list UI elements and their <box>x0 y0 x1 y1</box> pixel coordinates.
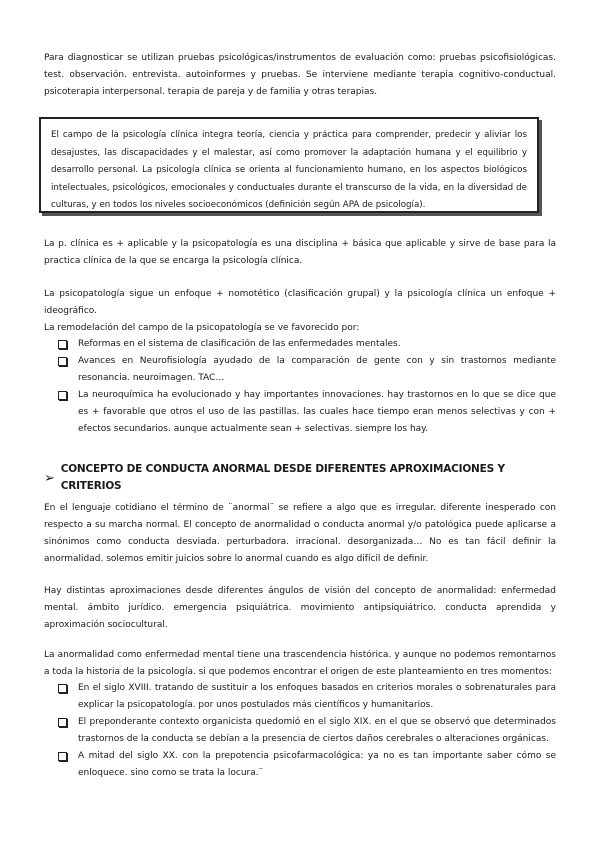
list-item: Reformas en el sistema de clasificación de las enfermedades mentales. <box>44 336 556 353</box>
checkbox-bullet-icon <box>58 357 67 366</box>
intro-paragraph: Para diagnosticar se utilizan pruebas psicológicas/instrumentos de evaluación como: pruebas psicofisiológicas. test. observación. entrevista. autoinformes y pruebas. Se interviene mediante terapia cognitivo-conductual. psicoterapia interpersonal. terapia de pareja y de familia y otras terapias. <box>44 53 556 97</box>
section-heading-text: CONCEPTO DE CONDUCTA ANORMAL DESDE DIFERENTES APROXIMACIONES Y CRITERIOS <box>60 463 505 492</box>
list-item: La neuroquímica ha evolucionado y hay importantes innovaciones. hay trastornos en lo que se dice que es + favorable que otros el uso de las pastillas. las cuales hace tiempo eran menos selectivas y con + efectos secundarios. aunque actualmente sean + selectivas. siempre los hay. <box>44 387 556 438</box>
paragraph-nomothetic: La psicopatología sigue un enfoque + nomotético (clasificación grupal) y la psicología clínica un enfoque + ideográfico. <box>44 289 556 316</box>
paragraph-remodeling: La remodelación del campo de la psicopatología se ve favorecido por: <box>44 323 360 333</box>
paragraph-mental-illness-history: La anormalidad como enfermedad mental tiene una trascendencia histórica. y aunque no podemos remontarnos a toda la historia de la psicología. si que podemos encontrar el origen de este planteamiento en tres momentos: <box>44 650 556 677</box>
list-item: Avances en Neurofisiología ayudado de la comparación de gente con y sin trastornos mediante resonancia. neuroimagen. TAC… <box>44 353 556 387</box>
checkbox-bullet-icon <box>58 391 67 400</box>
definition-text: El campo de la psicología clínica integra teoría, ciencia y práctica para comprender, predecir y aliviar los desajustes, las discapacidades y el malestar, así como promover la adaptación humana y el equilibrio y desarrollo personal. La psicología clínica se orienta al funcionamiento humano, en los aspectos biológicos intelectuales, psicológicos, emocionales y conductuales durante el transcurso de la vida, en la diversidad de culturas, y en todos los niveles socioeconómicos (definición según APA de psicología). <box>51 130 527 210</box>
checkbox-bullet-icon <box>58 340 67 349</box>
paragraph-abnormal-definition: En el lenguaje cotidiano el término de ¨anormal¨ se refiere a algo que es irregular. diferente inesperado con respecto a su marcha normal. El concepto de anormalidad o conducta anormal y/o patológica puede aplicarse a sinónimos como conducta desviada. perturbadora. irracional. desorganizada… No es tan fácil definir la anormalidad. solemos emitir juicios sobre lo anormal cuando es algo difícil de definir. <box>44 503 556 564</box>
checkbox-bullet-icon <box>58 718 67 727</box>
checkbox-bullet-icon <box>58 752 67 761</box>
checkbox-bullet-icon <box>58 684 67 693</box>
arrow-bullet-icon: ➢ <box>44 470 55 486</box>
bullet-list-remodeling <box>44 336 556 438</box>
definition-box <box>39 117 539 213</box>
bullet-list-history <box>44 680 556 782</box>
section-heading <box>44 461 556 495</box>
paragraph-clinical-vs-psychopathology: La p. clínica es + aplicable y la psicopatología es una disciplina + básica que aplicable y sirve de base para la practica clínica de la que se encarga la psicología clínica. <box>44 239 556 266</box>
list-item: En el siglo XVIII. tratando de sustituir a los enfoques basados en criterios morales o sobrenaturales para explicar la psicopatología. por unos postulados más científicos y humanitarios. <box>44 680 556 714</box>
list-item: El preponderante contexto organicista quedomió en el siglo XIX. en el que se observó que determinados trastornos de la conducta se debían a la presencia de ciertos daños cerebrales o alteraciones orgánicas. <box>44 714 556 748</box>
paragraph-approaches: Hay distintas aproximaciones desde diferentes ángulos de visión del concepto de anormalidad: enfermedad mental. ámbito jurídico. emergencia psiquiátrica. movimiento antipsiquiátrico. conducta aprendida y aproximación sociocultural. <box>44 586 556 630</box>
list-item: A mitad del siglo XX. con la prepotencia psicofarmacológica: ya no es tan importante saber cómo se enloquece. sino como se trata la locura.¨ <box>44 748 556 782</box>
